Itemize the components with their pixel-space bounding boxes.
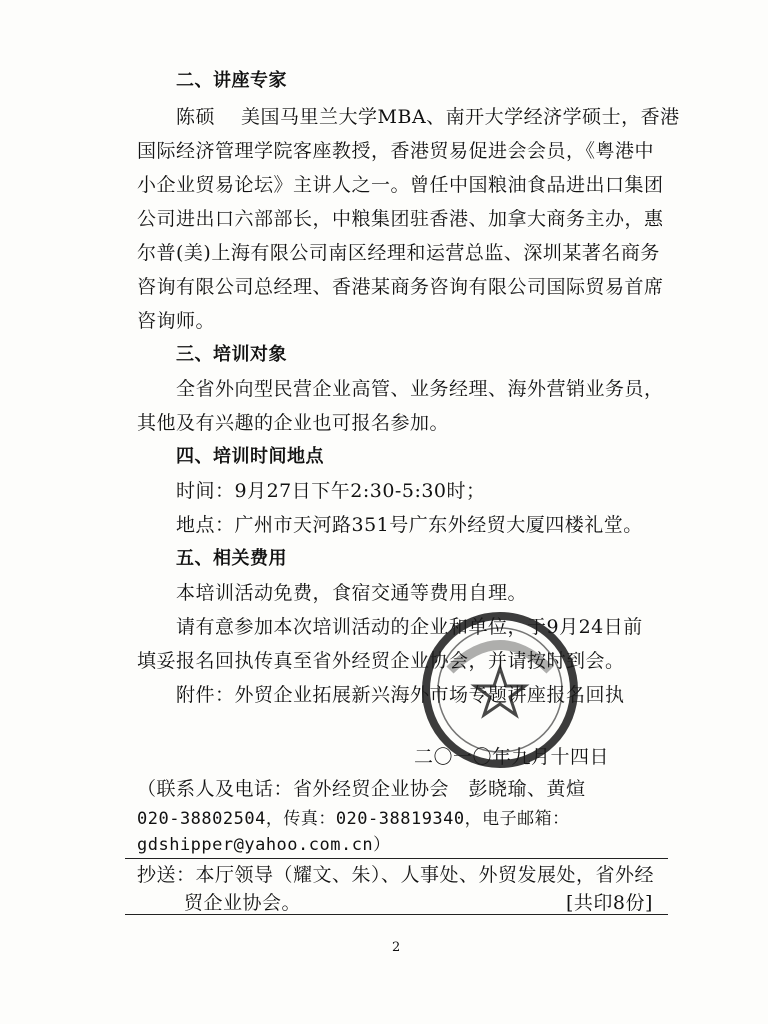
paragraph-line: 陈硕 美国马里兰大学MBA、南开大学经济学硕士，香港 [176,106,680,128]
attachment-line: 附件：外贸企业拓展新兴海外市场专题讲座报名回执 [176,684,625,706]
paragraph-line: 咨询师。 [137,310,216,332]
official-seal-icon [420,610,580,770]
divider-top [125,858,668,859]
contact-line: （联系人及电话：省外经贸企业协会 彭晓瑜、黄煊 [137,778,586,800]
paragraph-line: 国际经济管理学院客座教授，香港贸易促进会会员，《粤港中 [137,140,655,162]
paragraph-line: 咨询有限公司总经理、香港某商务咨询有限公司国际贸易首席 [137,276,664,298]
paragraph-line: 尔普(美)上海有限公司南区经理和运营总监、深圳某著名商务 [137,242,660,264]
document-date: 二〇一〇年九月十四日 [414,746,610,768]
section-heading-time-place: 四、培训时间地点 [176,446,324,467]
cc-line: 贸企业协会。 [184,892,302,914]
paragraph-line: 全省外向型民营企业高管、业务经理、海外营销业务员， [176,378,664,400]
time-line: 时间：9月27日下午2:30-5:30时； [176,480,486,502]
paragraph-line: 公司进出口六部部长，中粮集团驻香港、加拿大商务主办，惠 [137,208,664,230]
contact-line: 020-38802504，传真：020-38819340，电子邮箱： [137,809,570,829]
paragraph-line: 请有意参加本次培训活动的企业和单位，于9月24日前 [176,616,643,638]
section-heading-experts: 二、讲座专家 [176,70,287,91]
cc-line: 抄送：本厅领导（耀文、朱）、人事处、外贸发展处，省外经 [137,864,655,886]
copies-note: [共印8份] [566,892,653,914]
paragraph-line: 本培训活动免费，食宿交通等费用自理。 [176,582,528,604]
paragraph-line: 小企业贸易论坛》主讲人之一。曾任中国粮油食品进出口集团 [137,174,664,196]
paragraph-line: 填妥报名回执传真至省外经贸企业协会，并请按时到会。 [137,650,625,672]
paragraph-line: 其他及有兴趣的企业也可报名参加。 [137,412,450,434]
divider-bottom [125,914,668,915]
location-line: 地点：广州市天河路351号广东外经贸大厦四楼礼堂。 [176,514,643,536]
contact-email: gdshipper@yahoo.com.cn） [137,835,391,855]
section-heading-fees: 五、相关费用 [176,548,287,569]
section-heading-audience: 三、培训对象 [176,344,287,365]
page-number: 2 [392,940,401,955]
